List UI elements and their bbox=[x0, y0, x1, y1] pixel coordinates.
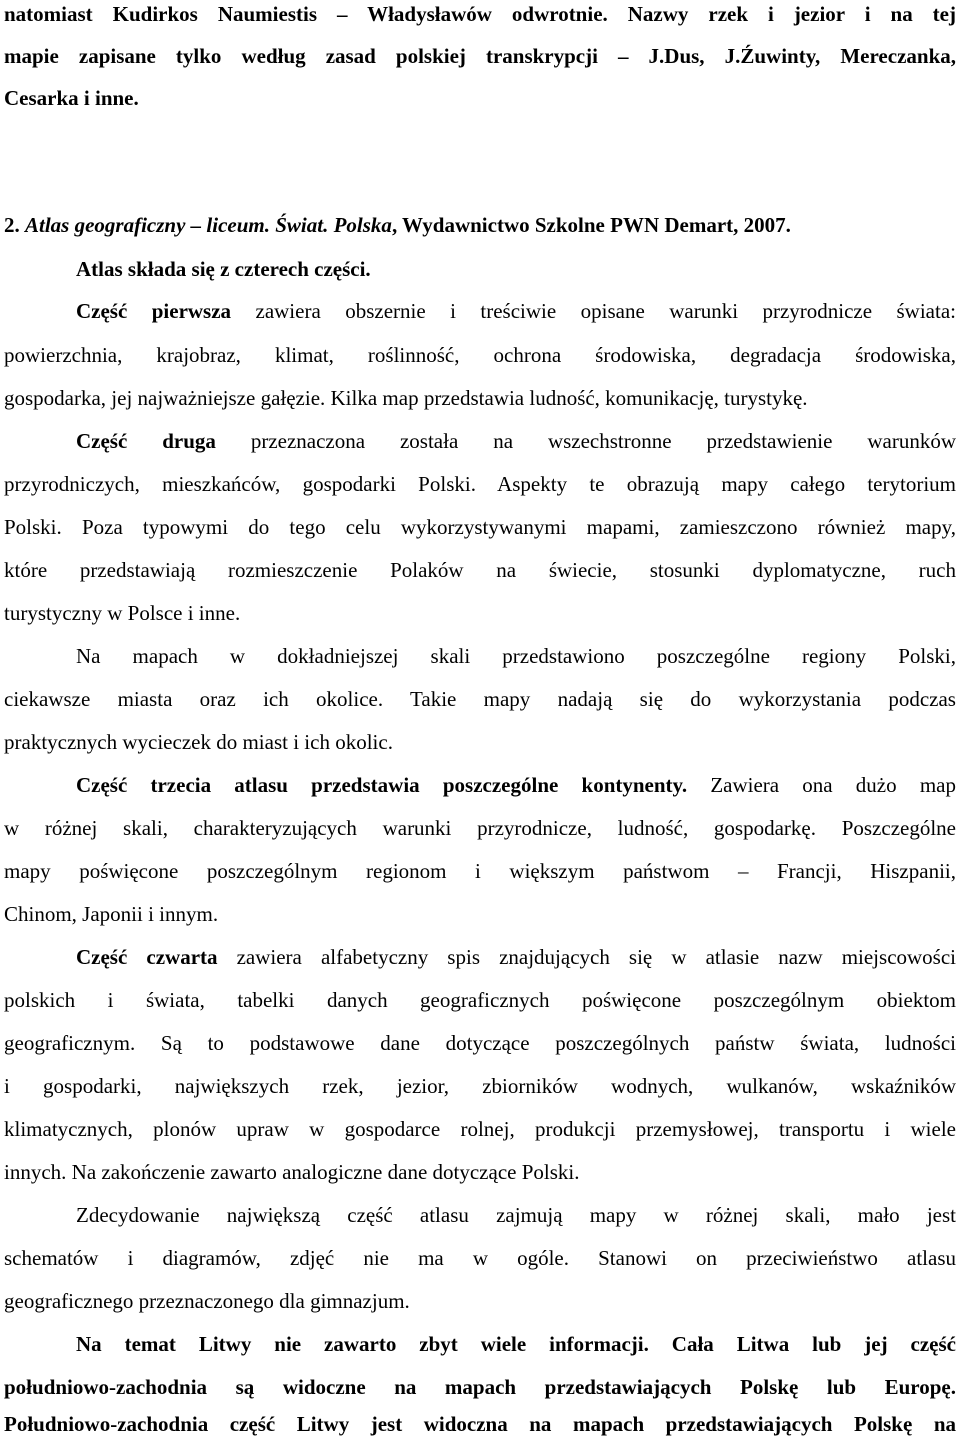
text-line bbox=[4, 900, 956, 928]
text: Na temat Litwy nie zawarto zbyt wiele informacji. bbox=[76, 1332, 649, 1356]
text: Takie mapy nadają się do wykorzystania podczas bbox=[383, 687, 956, 711]
text: Aspekty te obrazują mapy całego terytorium bbox=[475, 472, 956, 496]
text-line bbox=[4, 1287, 956, 1315]
text-line bbox=[76, 1330, 956, 1358]
text-line bbox=[4, 1029, 956, 1057]
paragraph-lead: Część pierwsza bbox=[76, 299, 232, 323]
text: Atlas składa się z czterech części. bbox=[76, 257, 371, 281]
text: i gospodarki, największych rzek, jezior, zbiorników wodnych, wulkanów, wskaźników bbox=[4, 1074, 956, 1098]
text-line bbox=[76, 943, 956, 971]
text-line bbox=[4, 1410, 956, 1438]
text: Polski. bbox=[4, 515, 62, 539]
heading-number: 2. bbox=[4, 213, 25, 237]
text-line bbox=[4, 857, 956, 885]
text: geograficznego przeznaczonego dla gimnazjum. bbox=[4, 1289, 410, 1313]
text: praktycznych wycieczek do miast i ich okolic. bbox=[4, 730, 393, 754]
text: ciekawsze miasta oraz ich okolice. bbox=[4, 687, 384, 711]
text-line bbox=[76, 771, 956, 799]
text: które przedstawiają rozmieszczenie Polaków na świecie, stosunki dyplomatyczne, ruch bbox=[4, 558, 956, 582]
text: klimatycznych, plonów upraw w gospodarce rolnej, produkcji przemysłowej, transportu i wiele bbox=[4, 1117, 956, 1141]
text: Są to podstawowe dane dotyczące poszczególnych państw świata, ludności bbox=[135, 1031, 956, 1055]
text-line bbox=[4, 685, 956, 713]
text: Chinom, Japonii i innym. bbox=[4, 902, 219, 926]
text-line bbox=[4, 1158, 956, 1186]
text-line bbox=[76, 642, 956, 670]
text: przyrodniczych, mieszkańców, gospodarki Polski. bbox=[4, 472, 476, 496]
text-line bbox=[4, 42, 956, 70]
text: mapie zapisane tylko według zasad polskiej transkrypcji – J.Dus, J.Źuwinty, Mereczanka, bbox=[4, 44, 956, 68]
text: powierzchnia, krajobraz, klimat, roślinność, ochrona środowiska, degradacja środowiska, bbox=[4, 343, 956, 367]
text-line bbox=[4, 556, 956, 584]
text: przeznaczona została na wszechstronne przedstawienie warunków bbox=[215, 429, 956, 453]
text: gospodarka, jej najważniejsze gałęzie. bbox=[4, 386, 326, 410]
text: w różnej skali, charakteryzujących warunki przyrodnicze, ludność, gospodarkę. bbox=[4, 816, 816, 840]
text-line bbox=[4, 728, 956, 756]
text: Cesarka i inne. bbox=[4, 86, 139, 110]
text: Poszczególne bbox=[816, 816, 956, 840]
text-line bbox=[4, 0, 956, 28]
text: Kilka map przedstawia ludność, komunikację, turystykę. bbox=[325, 386, 808, 410]
heading-title: Atlas geograficzny – liceum. Świat. Polska bbox=[25, 213, 392, 237]
subheading bbox=[76, 255, 956, 283]
text-line bbox=[4, 341, 956, 369]
text: turystyczny w Polsce i inne. bbox=[4, 601, 241, 625]
text: innych. bbox=[4, 1160, 67, 1184]
text: natomiast Kudirkos Naumiestis – Władysławów odwrotnie. Nazwy rzek i jezior i na tej bbox=[4, 2, 956, 26]
text-line bbox=[76, 297, 956, 325]
text-line bbox=[76, 427, 956, 455]
text: Na zakończenie zawarto analogiczne dane dotyczące Polski. bbox=[66, 1160, 580, 1184]
text: Cała Litwa lub jej część bbox=[648, 1332, 956, 1356]
text: Poza typowymi do tego celu wykorzystywanymi mapami, zamieszczono również mapy, bbox=[61, 515, 956, 539]
paragraph-lead: Część trzecia atlasu przedstawia poszczególne kontynenty. bbox=[76, 773, 688, 797]
text-line bbox=[4, 1115, 956, 1143]
section-heading bbox=[4, 211, 956, 239]
text: Zawiera ona dużo map bbox=[687, 773, 956, 797]
text: zawiera alfabetyczny spis znajdujących się w atlasie nazw miejscowości bbox=[217, 945, 957, 969]
text: Południowo-zachodnia część Litwy jest widoczna na mapach przedstawiających Polskę na bbox=[4, 1412, 956, 1436]
text: schematów i diagramów, zdjęć nie ma w ogóle. bbox=[4, 1246, 570, 1270]
text-line bbox=[4, 84, 956, 112]
text-line bbox=[4, 1373, 956, 1401]
text: Stanowi on przeciwieństwo atlasu bbox=[569, 1246, 956, 1270]
text: polskich i świata, tabelki danych geograficznych poświęcone poszczególnym obiektom bbox=[4, 988, 956, 1012]
text: południowo-zachodnia są widoczne na mapach przedstawiających Polskę lub Europę. bbox=[4, 1375, 956, 1399]
paragraph-lead: Część druga bbox=[76, 429, 216, 453]
text: mapy poświęcone poszczególnym regionom i większym państwom – Francji, Hiszpanii, bbox=[4, 859, 956, 883]
text-line bbox=[4, 513, 956, 541]
text-line bbox=[4, 986, 956, 1014]
text: Zdecydowanie największą część atlasu zajmują mapy w różnej skali, mało jest bbox=[76, 1203, 956, 1227]
text-line bbox=[4, 599, 956, 627]
text-line bbox=[4, 470, 956, 498]
text-line bbox=[4, 384, 956, 412]
text-line bbox=[4, 1244, 956, 1272]
heading-publisher: , Wydawnictwo Szkolne PWN Demart, 2007. bbox=[391, 213, 791, 237]
text-line bbox=[4, 814, 956, 842]
text-line bbox=[76, 1201, 956, 1229]
text: Na mapach w dokładniejszej skali przedstawiono poszczególne regiony Polski, bbox=[76, 644, 956, 668]
text: zawiera obszernie i treściwie opisane warunki przyrodnicze świata: bbox=[231, 299, 956, 323]
text-line bbox=[4, 1072, 956, 1100]
paragraph-lead: Część czwarta bbox=[76, 945, 218, 969]
text: geograficznym. bbox=[4, 1031, 136, 1055]
